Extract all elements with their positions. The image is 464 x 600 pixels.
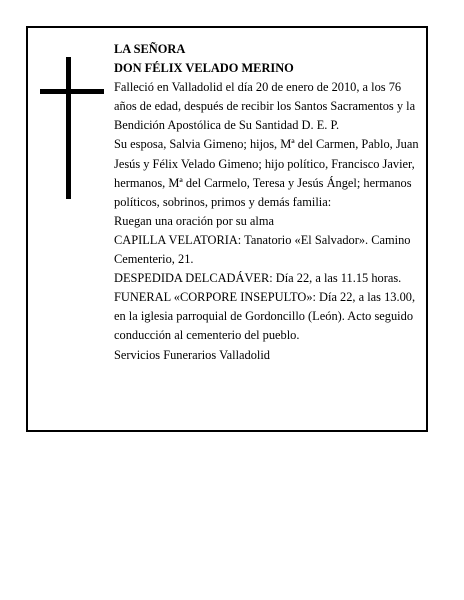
family-list: Su esposa, Salvia Gimeno; hijos, Mª del Carmen, Pablo, Juan Jesús y Félix Velado Gimeno; hijo político, Francisco Javier, hermanos, Mª del Carmelo, Teresa y Jesús Ángel; hermanos políticos, sobrinos, primos y demás familia: (114, 137, 419, 209)
funeral-services: Servicios Funerarios Valladolid (114, 347, 271, 362)
farewell-info: DESPEDIDA DELCADÁVER: Día 22, a las 11.15 horas. (114, 271, 402, 286)
obituary-text (114, 40, 426, 365)
prayer-request: Ruegan una oración por su alma (114, 213, 274, 228)
funeral-info: FUNERAL «CORPORE INSEPULTO»: Día 22, a las 13.00, en la iglesia parroquial de Gordoncillo (León). Acto seguido conducción al cementerio del pueblo. (114, 290, 416, 343)
cross-vertical-bar (66, 57, 71, 199)
death-details: Falleció en Valladolid el día 20 de enero de 2010, a los 76 años de edad, después de recibir los Santos Sacramentos y la Bendición Apostólica de Su Santidad D. E. P. (114, 80, 416, 133)
obituary-notice (26, 26, 428, 432)
chapel-info: CAPILLA VELATORIA: Tanatorio «El Salvador». Camino Cementerio, 21. (114, 232, 411, 267)
notice-title: LA SEÑORA (114, 42, 186, 56)
deceased-name: DON FÉLIX VELADO MERINO (114, 61, 294, 76)
cross-icon (40, 57, 104, 199)
cross-horizontal-bar (40, 89, 104, 94)
